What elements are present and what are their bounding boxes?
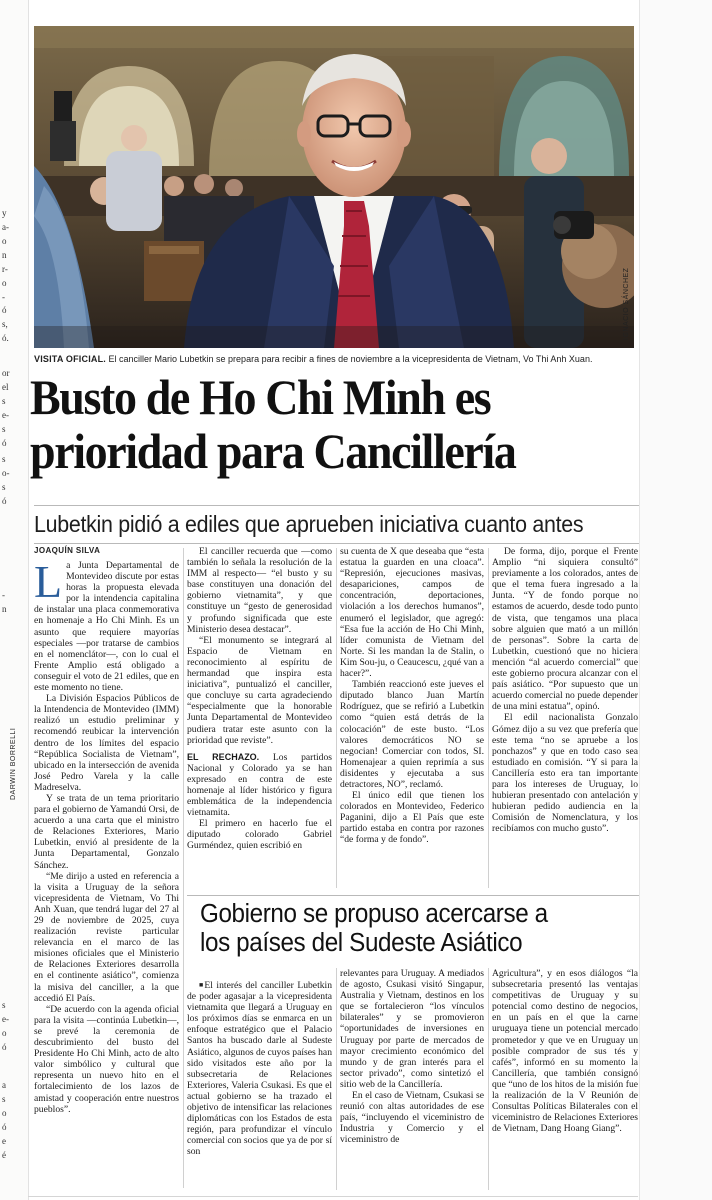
paragraph: De forma, dijo, porque el Frente Amplio “ni siquiera consultó” previamente a los colorados, antes de que el tema fuera ingresado a la Junta. “Y de fondo porque no estamos de acuerdo, desde todo punto de vista, que tengamos una placa sobre alguien que mató a un millón de personas”. Sobre la carta de Lubetkin, cuestionó que no hiciera mención “al acuerdo comercial” que este gobierno procura alcanzar con el país asiático. “Por supuesto que un acuerdo comercial no puede depender de una mini estatua”, opinó. <box>492 546 638 713</box>
adjacent-text-fragment: r- <box>2 264 8 274</box>
column-divider <box>183 548 184 1188</box>
paragraph: Agricultura”, y en esos diálogos “la subsecretaria presentó las ventajas competitivas de Uruguay y su potencial como destino de negocios, en un país en el que la carne uruguaya tiene un potencial mercado prometedor y que ve en Uruguay un posible comprador de sus tés y cafés”, informó en su momento la Cancillería, que también consignó que “uno de los hitos de la misión fue la realización de la V Reunión de Consultas Políticas Bilaterales con el viceministro de Relaciones Exteriores de Vietnam, Dang Hoang Giang”. <box>492 968 638 1135</box>
byline: JOAQUÍN SILVA <box>34 546 101 555</box>
paragraph: “De acuerdo con la agenda oficial para la visita —continúa Lubetkin—, se prevé la ceremonia de descubrimiento del busto del Presidente Ho Chi Minh, acto de alto valor simbólico y cultural que representa un nuevo hito en el fortalecimiento de los lazos de amistad y cooperación entre nuestros pueblos”. <box>34 1003 179 1115</box>
column-divider <box>336 548 337 888</box>
photo-credit-text: IGNACIO SÁNCHEZ <box>623 267 630 340</box>
paragraph: “Me dirijo a usted en referencia a la visita a Uruguay de la señora vicepresidenta de Vietnam, Vo Thi Anh Xuan, que tendrá lugar del 27 al 29 de noviembre de 2025, cuya realización reviste particular relevancia en el marco de las misiones oficiales que el Ministerio de Relaciones Exteriores desarrolla en el continente asiático”, comienza la misiva del canciller, a la que accedió El País. <box>34 870 179 1004</box>
adjacent-text-fragment: e- <box>2 1014 9 1024</box>
adjacent-text-fragment: s <box>2 454 6 464</box>
adjacent-text-fragment: s <box>2 396 6 406</box>
paragraph: su cuenta de X que deseaba que “esta estatua la guarden en una cloaca”. “Represión, ejecuciones masivas, desapariciones, campos de concentración, deportaciones, violación a los derechos humanos”, enumeró el legislador, que agregó: “Esa fue la acción de Ho Chi Minh, líder comunista de Vietnam del Norte. Si les mandan la de Stalin, o Kim Sou-ju, o Ceaucescu, ¿qué van a hacer?”. <box>340 546 484 680</box>
paragraph: También reaccionó este jueves el diputado blanco Juan Martín Rodríguez, que se refirió a Lubetkin como “quien está detrás de la colocación” de este busto. “Los valores democráticos NO se negocian! Comerciar con todos, SI. Homenajear a quien reprimía a sus disidentes y ejecutaba a sus detractores, NO”, reclamó. <box>340 679 484 790</box>
paragraph <box>187 980 332 1158</box>
paragraph: Y se trata de un tema prioritario para el gobierno de Yamandú Orsi, de acuerdo a una carta que el ministro de Relaciones Exteriores, Mario Lubetkin, envió al presidente de la Junta Departamental, Gonzalo Sánchez. <box>34 792 179 871</box>
adjacent-text-fragment: ó <box>2 1122 7 1132</box>
subheadline: Lubetkin pidió a ediles que aprueben iniciativa cuanto antes <box>34 511 584 537</box>
adjacent-text-fragment: s <box>2 482 6 492</box>
paragraph: El único edil que tienen los colorados en Montevideo, Federico Paganini, dijo a El País que este partido estaba en contra por razones “de forma y de fondo”. <box>340 790 484 846</box>
secondary-column-2 <box>340 968 484 1146</box>
secondary-headline <box>200 900 618 958</box>
secondary-column-3 <box>492 968 638 1134</box>
adjacent-text-fragment: n <box>2 604 7 614</box>
lead-paragraph <box>34 556 179 694</box>
secondary-column-1 <box>187 980 332 1158</box>
column-divider <box>488 968 489 1190</box>
adjacent-text-fragment: ó <box>2 438 7 448</box>
adjacent-text-fragment: o <box>2 1028 7 1038</box>
adjacent-text-fragment: o- <box>2 468 10 478</box>
article-column-2 <box>187 546 332 852</box>
adjacent-text-fragment: el <box>2 382 9 392</box>
bullet-icon: ■ <box>199 981 205 989</box>
vertical-photo-credit <box>7 690 21 830</box>
adjacent-text-fragment: s <box>2 1094 6 1104</box>
headline-line-2: prioridad para Cancillería <box>30 423 516 479</box>
paragraph: relevantes para Uruguay. A mediados de agosto, Csukasi visitó Singapur, Australia y Vietnam, destinos en los que se fortalecieron “los vínculos bilaterales” y se promovieron “oportunidades de inversiones en Uruguay por parte de mercados de mayor crecimiento económico del mundo y de gran interés para el sector privado”, como sintetizó el sitio web de la Cancillería. <box>340 968 484 1090</box>
adjacent-text-fragment: ó. <box>2 333 9 343</box>
column-divider <box>336 968 337 1190</box>
paragraph: En el caso de Vietnam, Csukasi se reunió con altas autoridades de ese país, “incluyendo el viceministro de Industria y Comercio y el viceministro de <box>340 1090 484 1146</box>
divider <box>34 505 639 506</box>
headline <box>30 370 591 478</box>
section-text: Los partidos Nacional y Colorado ya se han expresado en contra de este homenaje al líder histórico y figura emblemática de la independencia vietnamita. <box>187 751 332 819</box>
photo-illustration <box>34 26 634 348</box>
adjacent-text-fragment: ó <box>2 496 7 506</box>
divider <box>187 895 639 896</box>
photo-credit <box>619 200 639 340</box>
drop-cap: L <box>34 556 63 607</box>
adjacent-text-fragment: e <box>2 1136 6 1146</box>
paragraph: La División Espacios Públicos de la Intendencia de Montevideo (IMM) realizó un estudio preliminar y recomendó reubicar la intervención dentro de los límites del espacio “República Socialista de Vietnam”, ubicado en la intersección de avenida José Pedro Varela y la calle Madreselva. <box>34 693 179 793</box>
paragraph: El canciller recuerda que —como también lo señala la resolución de la IMM al respecto— “el busto y su base constituyen una donación del gobierno vietnamita”, y que constituye un “gesto de generosidad y profundo significada que este Ministerio desea destacar”. <box>187 546 332 635</box>
adjacent-text-fragment: a <box>2 1080 6 1090</box>
adjacent-text-fragment: o <box>2 278 7 288</box>
paragraph-text: El interés del canciller Lubetkin de poder agasajar a la vicepresidenta vietnamita que llegará a Uruguay en los próximos días se enmarca en un enfoque estratégico que el Palacio Santos ha buscado darle al Sudeste Asiático, algunos de cuyos países han sido visitados este año por la subsecretaria de Relaciones Exteriores, Valeria Csukasi. Es que el actual gobierno se ha trazado el objetivo de intensificar las relaciones diplomáticas con los Estados de esta región, para profundizar el vínculo comercial con socios que ya de por sí son <box>187 980 332 1158</box>
divider <box>34 543 639 544</box>
adjacent-text-fragment: ó <box>2 1042 7 1052</box>
adjacent-text-fragment: or <box>2 368 10 378</box>
adjacent-text-fragment: s <box>2 1000 6 1010</box>
article-column-3 <box>340 546 484 846</box>
adjacent-text-fragment: s <box>2 424 6 434</box>
caption-text: El canciller Mario Lubetkin se prepara para recibir a fines de noviembre a la vicepresidenta de Vietnam, Vo Thi Anh Xuan. <box>106 354 593 364</box>
paragraph-text: a Junta Departamental de Montevideo discute por estas horas la propuesta elevada por la intendencia capitalina de instalar una placa conmemorativa en homenaje a Ho Chi Minh. Es un asunto que requiere mayorías especiales —por tratarse de cambios en el nomenclátor—, con lo cual el Frente Amplio está obligado a conseguir el voto de 21 ediles, que en este momento no tiene. <box>34 560 179 694</box>
paragraph: El primero en hacerlo fue el diputado colorado Gabriel Gurméndez, quien escribió en <box>187 818 332 852</box>
article-column-4 <box>492 546 638 834</box>
article-photo <box>34 26 634 348</box>
adjacent-text-fragment: y <box>2 208 7 218</box>
caption-label: VISITA OFICIAL. <box>34 354 106 364</box>
adjacent-column-fragment <box>0 0 29 1200</box>
adjacent-text-fragment: é <box>2 1150 6 1160</box>
secondary-headline-line-2: los países del Sudeste Asiático <box>200 929 523 957</box>
section-label: EL RECHAZO. <box>187 751 260 762</box>
adjacent-text-fragment: - <box>2 292 5 302</box>
adjacent-text-fragment: n <box>2 250 7 260</box>
adjacent-text-fragment: s, <box>2 319 8 329</box>
column-divider <box>488 548 489 888</box>
section-paragraph <box>187 752 332 819</box>
article-column-1 <box>34 556 179 1115</box>
paragraph: “El monumento se integrará al Espacio de Vietnam en reconocimiento al espíritu de hermandad que inspira esta iniciativa”, puntualizó el canciller, que concluye su carta agradeciendo “especialmente que la honorable Junta Departamental de Montevideo pudiera tratar este asunto con la prioridad que reviste”. <box>187 634 332 746</box>
page-margin <box>639 0 712 1200</box>
vertical-photo-credit-text: DARWIN BORRELLI <box>10 727 17 800</box>
adjacent-text-fragment: a- <box>2 222 9 232</box>
adjacent-text-fragment: o <box>2 236 7 246</box>
adjacent-text-fragment: e- <box>2 410 9 420</box>
adjacent-text-fragment: - <box>2 590 5 600</box>
secondary-headline-line-1: Gobierno se propuso acercarse a <box>200 900 548 928</box>
adjacent-text-fragment: o <box>2 1108 7 1118</box>
adjacent-text-fragment: ó <box>2 305 7 315</box>
divider <box>28 1196 638 1197</box>
headline-line-1: Busto de Ho Chi Minh es <box>30 369 491 425</box>
paragraph: El edil nacionalista Gonzalo Gómez dijo a su vez que prefería que este tema “no se apruebe a los ponchazos” y que en todo caso sea estudiado en comisión. “Y si para la Cancillería esto era tan importante para los intereses de Uruguay, lo hubieran presentado con antelación y hubieran pedido audiencia en la Comisión de Nomenclatura, y los recibíamos con mucho gusto”. <box>492 712 638 835</box>
photo-caption <box>34 353 639 365</box>
